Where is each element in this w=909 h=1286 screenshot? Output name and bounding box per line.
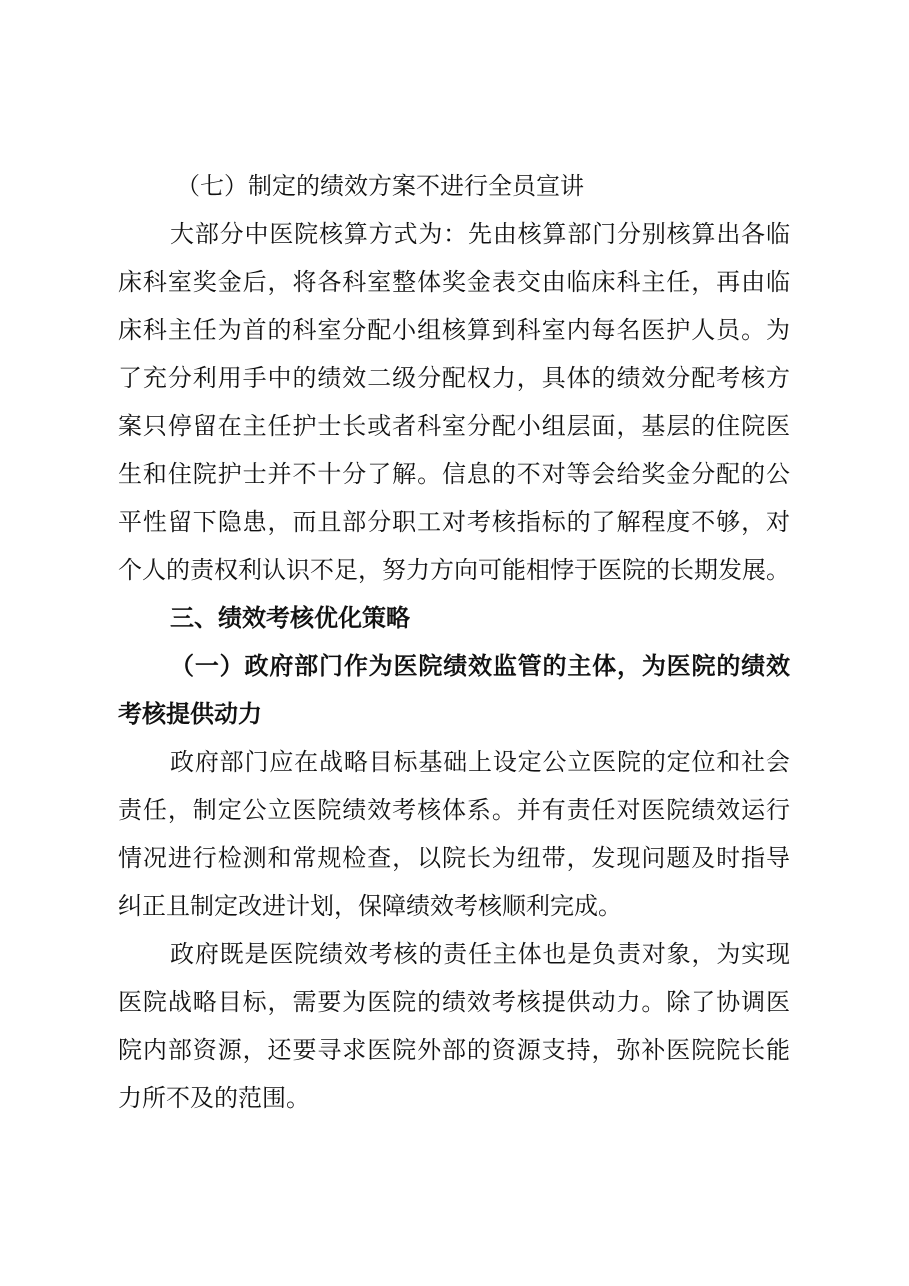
paragraph-line: 了充分利用手中的绩效二级分配权力，具体的绩效分配考核方 bbox=[118, 364, 790, 392]
paragraph-line: 力所不及的范围。 bbox=[118, 1084, 310, 1112]
paragraph-line: 政府既是医院绩效考核的责任主体也是负责对象，为实现 bbox=[170, 940, 790, 968]
paragraph-line: 床科主任为首的科室分配小组核算到科室内每名医护人员。为 bbox=[118, 316, 790, 344]
paragraph-line: 院内部资源，还要寻求医院外部的资源支持，弥补医院院长能 bbox=[118, 1036, 790, 1064]
paragraph-line: 平性留下隐患，而且部分职工对考核指标的了解程度不够，对 bbox=[118, 508, 790, 536]
heading-line: 考核提供动力 bbox=[118, 700, 262, 728]
part-heading: 三、绩效考核优化策略 bbox=[170, 604, 410, 632]
paragraph-line: 责任，制定公立医院绩效考核体系。并有责任对医院绩效运行 bbox=[118, 796, 790, 824]
paragraph-line: 纠正且制定改进计划，保障绩效考核顺利完成。 bbox=[118, 892, 622, 920]
paragraph-line: 床科室奖金后，将各科室整体奖金表交由临床科主任，再由临 bbox=[118, 268, 790, 296]
paragraph-line: 案只停留在主任护士长或者科室分配小组层面，基层的住院医 bbox=[118, 412, 790, 440]
paragraph-line: 医院战略目标，需要为医院的绩效考核提供动力。除了协调医 bbox=[118, 988, 790, 1016]
paragraph-line: 大部分中医院核算方式为：先由核算部门分别核算出各临 bbox=[170, 220, 790, 248]
section-heading: （七）制定的绩效方案不进行全员宣讲 bbox=[176, 172, 584, 200]
paragraph-line: 政府部门应在战略目标基础上设定公立医院的定位和社会 bbox=[170, 748, 790, 776]
paragraph-line: 个人的责权利认识不足，努力方向可能相悖于医院的长期发展。 bbox=[118, 556, 790, 584]
heading-line: （一）政府部门作为医院绩效监管的主体，为医院的绩效 bbox=[170, 652, 790, 680]
paragraph-line: 情况进行检测和常规检查，以院长为纽带，发现问题及时指导 bbox=[118, 844, 790, 872]
paragraph-line: 生和住院护士并不十分了解。信息的不对等会给奖金分配的公 bbox=[118, 460, 790, 488]
